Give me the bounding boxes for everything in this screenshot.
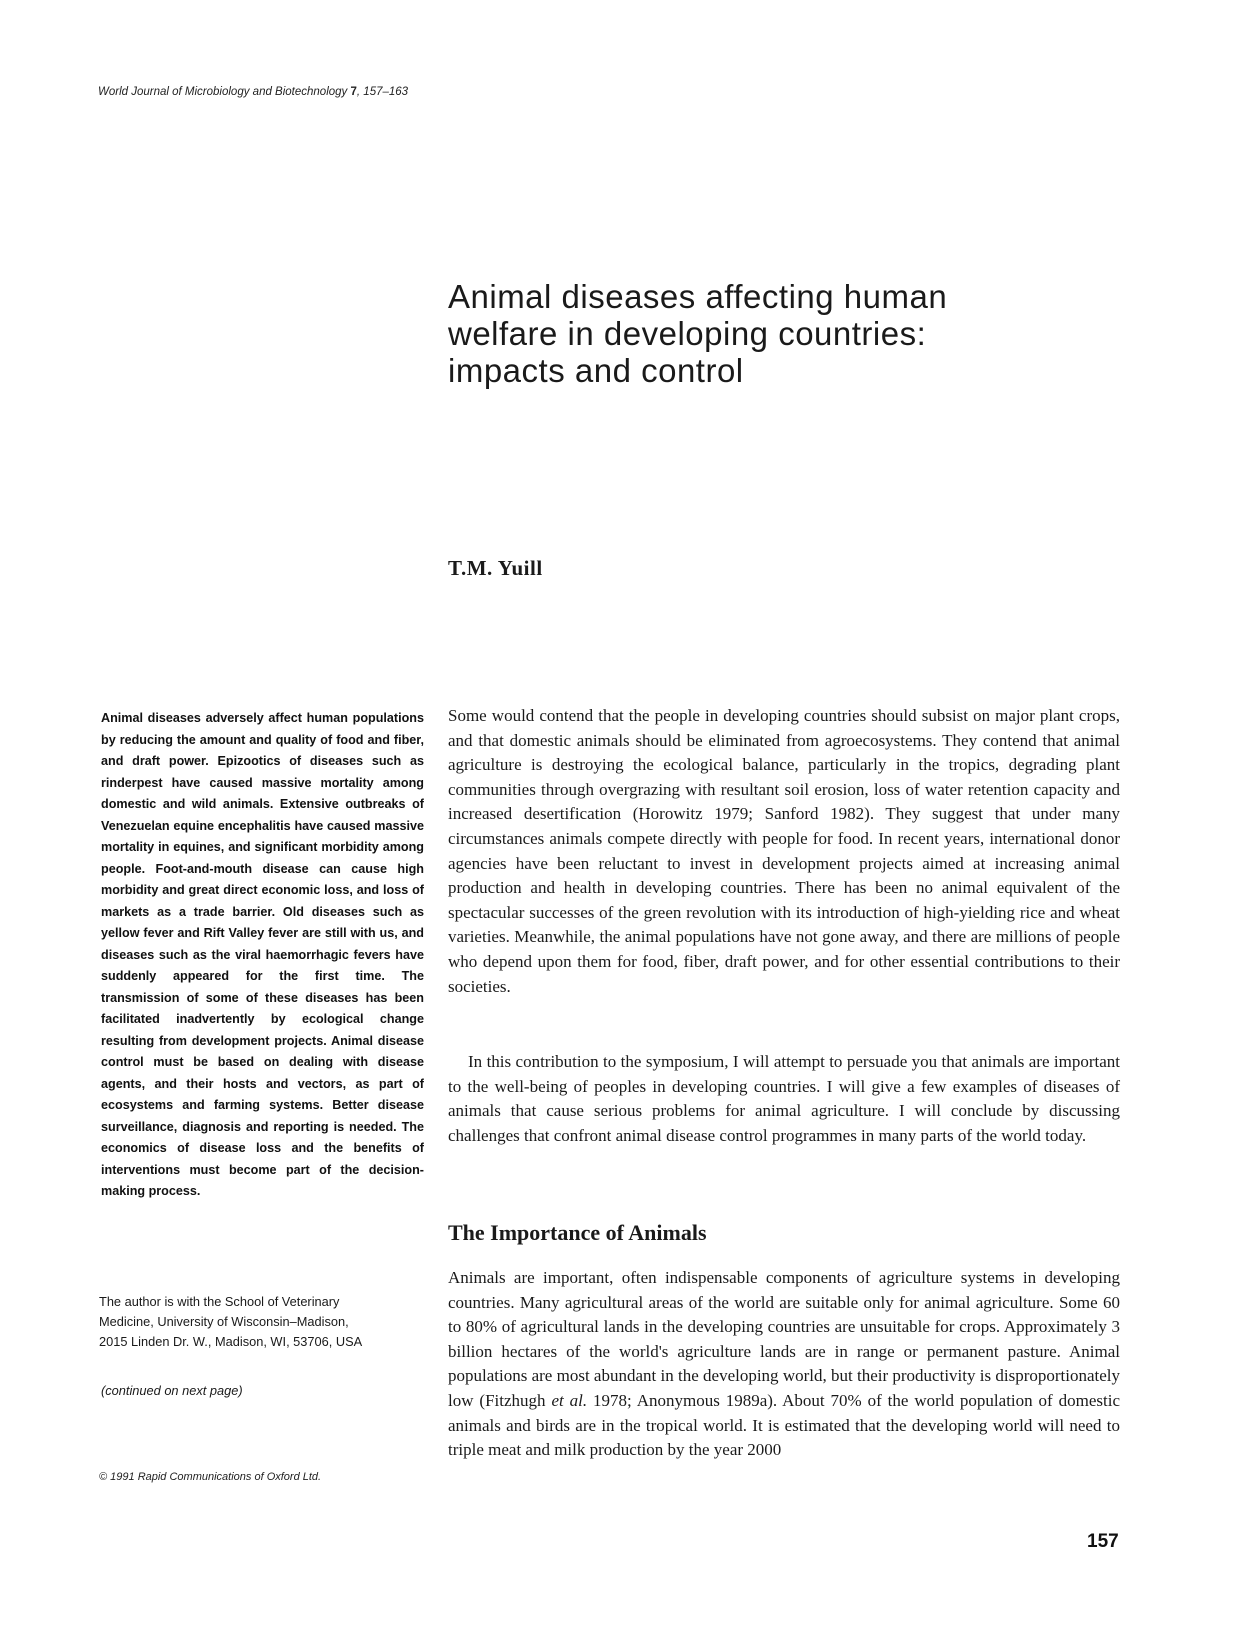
abstract: Animal diseases adversely affect human populations by reducing the amount and quality of food and fiber, and draft power. Epizootics of diseases such as rinderpest have caused massive mortality among domestic and wild animals. Extensive outbreaks of Venezuelan equine encephalitis have caused massive mortality in equines, and significant morbidity among people. Foot-and-mouth disease can cause high morbidity and great direct economic loss, and loss of markets as a trade barrier. Old diseases such as yellow fever and Rift Valley fever are still with us, and diseases such as the viral haemorrhagic fevers have suddenly appeared for the first time. The transmission of some of these diseases has been facilitated inadvertently by ecological change resulting from development projects. Animal disease control must be based on dealing with disease agents, and their hosts and vectors, as part of ecosystems and farming systems. Better disease surveillance, diagnosis and reporting is needed. The economics of disease loss and the benefits of interventions must become part of the decision-making process. [101,711,424,1198]
journal-volume: 7 [350,86,357,98]
copyright-notice: © 1991 Rapid Communications of Oxford Ltd. [99,1471,322,1483]
title-line: welfare in developing countries: [448,315,927,352]
body-paragraph: Some would contend that the people in developing countries should subsist on major plant crops, and that domestic animals should be eliminated from agroecosystems. They contend that animal agriculture is destroying the ecological balance, particularly in the tropics, degrading plant communities through overgrazing with resultant soil erosion, loss of water retention capacity and increased desertification (Horowitz 1979; Sanford 1982). They suggest that under many circumstances animals compete directly with people for food. In recent years, international donor agencies have been reluctant to invest in development projects aimed at increasing animal production and health in developing countries. There has been no animal equivalent of the spectacular successes of the green revolution with its introduction of high-yielding rice and wheat varieties. Meanwhile, the animal populations have not gone away, and there are millions of people who depend upon them for food, fiber, draft power, and for other essential contributions to their societies. [448,706,1120,996]
affiliation-line: The author is with the School of Veterinary [99,1294,340,1309]
affiliation-line: 2015 Linden Dr. W., Madison, WI, 53706, USA [99,1334,363,1349]
body-paragraph: In this contribution to the symposium, I will attempt to persuade you that animals are important to the well-being of peoples in developing countries. I will give a few examples of diseases of animals that cause serious problems for animal agriculture. I will conclude by discussing challenges that confront animal disease control programmes in many parts of the world today. [448,1052,1120,1145]
author-name: T.M. Yuill [448,556,543,580]
text-run-italic: et al. [551,1390,588,1410]
section-heading: The Importance of Animals [448,1220,707,1245]
page-number: 157 [1087,1531,1119,1552]
title-line: Animal diseases affecting human [448,278,948,315]
journal-pages: , 157–163 [356,86,409,98]
journal-name: World Journal of Microbiology and Biotechnology [98,86,348,98]
title-line: impacts and control [448,352,744,389]
affiliation-line: Medicine, University of Wisconsin–Madison, [99,1314,349,1329]
text-run: 1978; Anonymous 1989a). About 70% of the world population of domestic animals and birds are in the tropical world. It is estimated that the developing world will need to triple meat and milk production by the year 2000 [448,1390,1120,1460]
text-run: Animals are important, often indispensable components of agriculture systems in developing countries. Many agricultural areas of the world are suitable only for animal agriculture. Some 60 to 80% of agricultural lands in the developing countries are unsuitable for crops. Approximately 3 billion hectares of the world's agriculture lands are in range or permanent pasture. Animal populations are most abundant in the developing world, but their productivity is disproportionately low (Fitzhugh [448,1268,1120,1410]
author-affiliation [99,1292,425,1352]
journal-citation [98,86,408,98]
article-title [448,278,1068,389]
continued-note: (continued on next page) [101,1383,243,1398]
body-paragraph [448,1266,1120,1463]
